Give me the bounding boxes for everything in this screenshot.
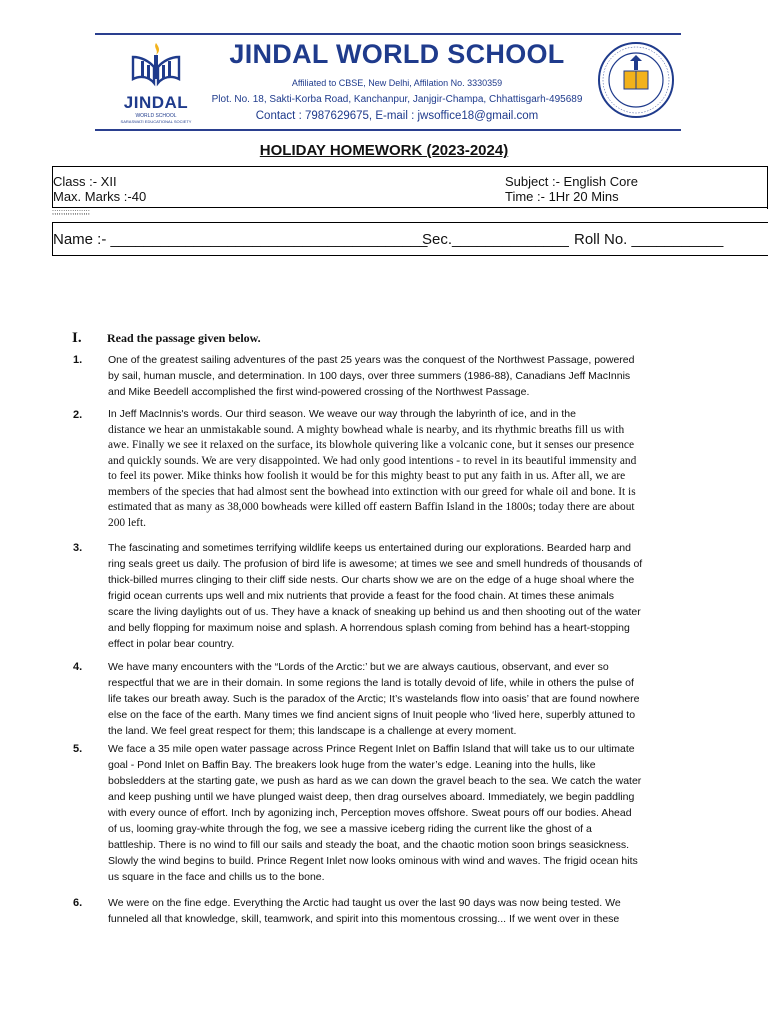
school-logo [115, 39, 197, 127]
time-label: Time :- 1Hr 20 Mins [505, 189, 619, 204]
separator-dots: ;;;;;;;;;;;;;;;;; [52, 209, 91, 216]
logo-wordmark: JINDAL [123, 93, 189, 112]
passage-paragraph: We have many encounters with the “Lords of the Arctic:’ but we are always cautious, observant, and ever so respectful that we are in their domain. In some regions the land is totally devoid of life, while in others the pulse of life takes our breath away. Such is the paradox of the Arctic; It’s wastelands flow into oasis’ that are found nowhere else on the face of the earth. Many times we find ancient signs of Inuit people who ‘lived here, superbly attuned to the land. We feel great respect for them; this landscape is a challenge at every moment. [108, 661, 640, 737]
passage-paragraph: The fascinating and sometimes terrifying wildlife keeps us entertained during our explorations. Bearded harp and ring seals greet us daily. The profusion of bird life is awesome; at times we see and smell hundreds of thousands of thick-billed murres clinging to their cliff side nests. Our charts show we are on the edge of a huge shoal where the frigid ocean currents ups well and mix nutrients that provide a feast for the food chain. At times these animals scare the living daylights out of us. They have a knack of sneaking up behind us and then shooting out of the water and belly flopping for maximum noise and splash. A horrendous splash coming from behind has a heart-stopping effect in polar bear country. [108, 542, 643, 650]
page-title: HOLIDAY HOMEWORK (2023-2024) [259, 142, 509, 159]
school-header [95, 33, 681, 131]
section-field[interactable]: Sec.______________ [422, 231, 569, 248]
school-contact: Contact : 7987629675, E-mail : jwsoffice18@gmail.com [255, 110, 539, 122]
logo-subtitle: WORLD SCHOOL [135, 113, 177, 119]
class-label: Class :- XII [53, 174, 117, 189]
item-number: 1. [73, 354, 83, 366]
exam-info-box [52, 166, 768, 208]
section-instruction: Read the passage given below. [107, 331, 261, 345]
name-field[interactable]: Name :- ______________________________________ [53, 231, 428, 248]
item-number: 3. [73, 542, 83, 554]
max-marks-label: Max. Marks :-40 [53, 189, 147, 204]
section-heading [72, 330, 261, 347]
item-number: 6. [73, 897, 83, 909]
school-address: Plot. No. 18, Sakti-Korba Road, Kanchanpur, Janjgir-Champa, Chhattisgarh-495689 [211, 94, 583, 105]
student-details-row [52, 222, 768, 256]
affiliation: Affiliated to CBSE, New Delhi, Affilation No. 3330359 [291, 78, 503, 88]
school-name: JINDAL WORLD SCHOOL [229, 39, 565, 69]
book-torch-icon [115, 39, 197, 95]
section-number: I. [72, 330, 82, 346]
passage-paragraph: One of the greatest sailing adventures of the past 25 years was the conquest of the Northwest Passage, powered by sail, human muscle, and determination. In 100 days, over three summers (1986-88), Canadians Jeff MacInnis and Mike Beedell accomplished the first wind-powered crossing of the Northwest Passage. [108, 354, 635, 398]
passage-paragraph: In Jeff MacInnis's words. Our third season. We weave our way through the labyrinth of ice, and in the distance we hear an unmistakable sound. A mighty bowhead whale is nearby, and its rhythmic breaths fill us with awe. Finally we see it relaxed on the surface, its blowhole quivering like a volcanic cone, but it senses our presence and quickly sounds. We are very disappointed. We had only good intentions - to revel in its beautiful immensity and to feel its power. Mike thinks how foolish it would be for this mighty beast to put any faith in us. After all, we are members of the species that had almost sent the bowhead into extinction with our greed for whale oil and bone. It is estimated that as many as 38,000 bowheads were killed off eastern Baffin Island in the 1800s; today there are about 200 left. [108, 408, 637, 529]
item-number: 4. [73, 661, 83, 673]
passage-paragraph: We were on the fine edge. Everything the Arctic had taught us over the last 90 days was now being tested. We funneled all that knowledge, skill, teamwork, and spirit into this momentous crossing... If we went over in these [108, 897, 621, 925]
passage-paragraph: We face a 35 mile open water passage across Prince Regent Inlet on Baffin Island that will take us to our ultimate goal - Pond Inlet on Baffin Bay. The breakers look huge from the water’s edge. Leaning into the hulls, like bobsledders at the starting gate, we push as hard as we can down the gravel beach to the sea. We catch the water and keep pushing until we have plunged waist deep, then drag ourselves aboard. Immediately, we begin paddling with every ounce of effort. Inch by agonizing inch, Perception moves offshore. Sweat pours off our bodies. Ahead of us, looming gray-white through the fog, we see a massive iceberg riding the current like the ghost of a battleship. There is no wind to fill our sails and steady the boat, and the chaotic motion soon brings seasickness. Slowly the wind begins to build. Prince Regent Inlet now looks ominous with wind and waves. The frigid ocean hits us square in the face and chills us to the bone. [108, 743, 642, 883]
item-number: 5. [73, 743, 83, 755]
logo-society: SARASWATI EDUCATIONAL SOCIETY [120, 119, 192, 124]
board-seal-icon [597, 41, 675, 119]
subject-label: Subject :- English Core [505, 174, 638, 189]
item-number: 2. [73, 409, 83, 421]
roll-number-field[interactable]: Roll No. ___________ [574, 231, 724, 248]
cbse-seal [597, 41, 675, 119]
